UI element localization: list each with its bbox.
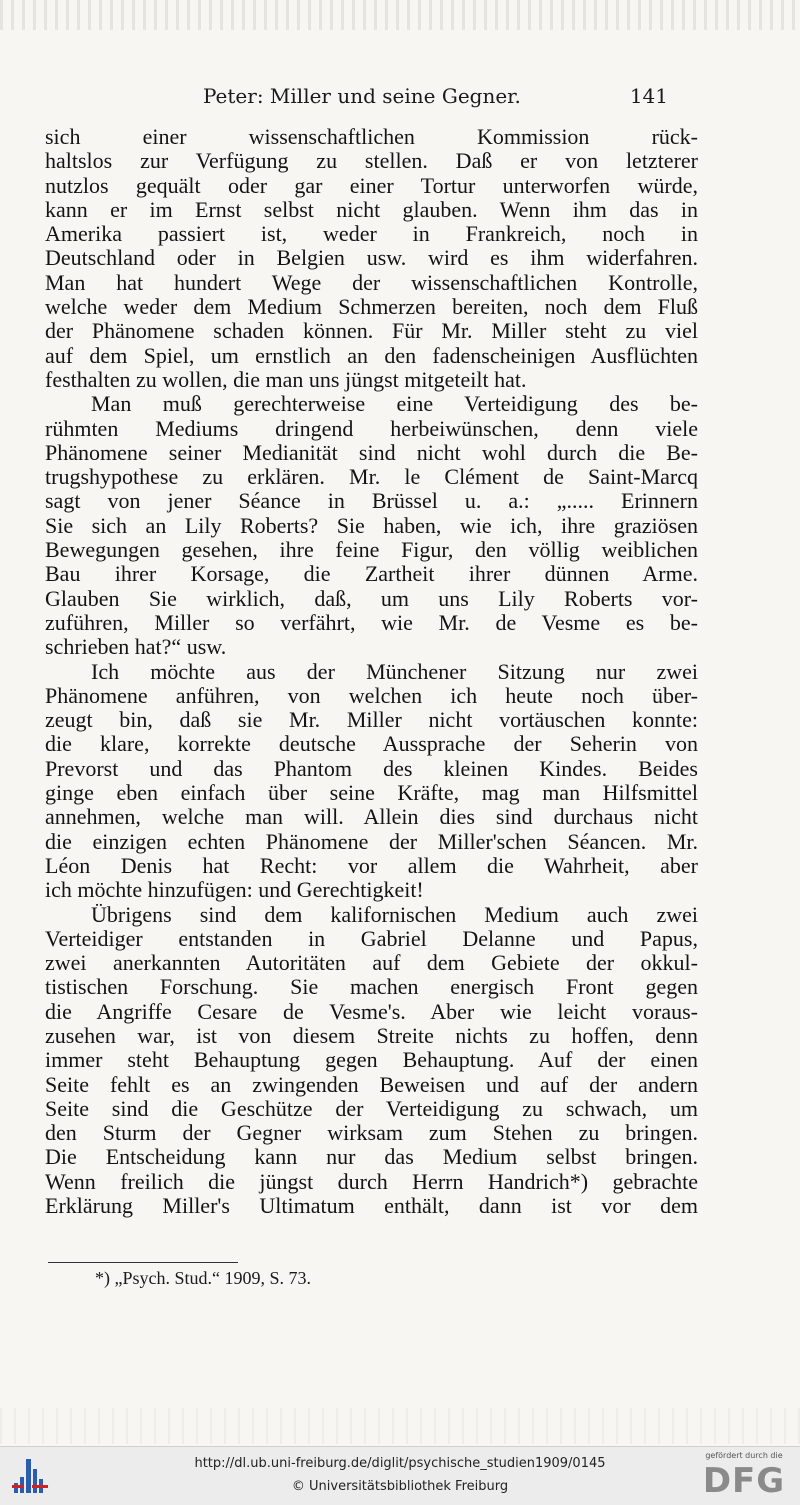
text-line: Verteidiger entstanden in Gabriel Delanne und Papus, [45, 925, 698, 951]
text-line: Erklärung Miller's Ultimatum enthält, dann ist vor dem [45, 1193, 698, 1219]
text-line: kann er im Ernst selbst nicht glauben. Wenn ihm das in [45, 196, 698, 222]
dfg-wordmark: DFG [702, 1461, 786, 1501]
scan-edge-noise [0, 1408, 800, 1444]
text-line: Amerika passiert ist, weder in Frankreich, noch in [45, 221, 698, 247]
text-line: zusehen war, ist von diesem Streite nichts zu hoffen, denn [45, 1022, 698, 1048]
text-line: festhalten zu wollen, die man uns jüngst mitgeteilt hat. [45, 366, 527, 392]
footer-url[interactable]: http://dl.ub.uni-freiburg.de/diglit/psychische_studien1909/0145 [194, 1456, 606, 1471]
text-line: rühmten Mediums dringend herbeiwünschen, denn viele [45, 415, 698, 441]
text-line: Seite sind die Geschütze der Verteidigung zu schwach, um [45, 1095, 698, 1121]
text-line: Deutschland oder in Belgien usw. wird es ihm widerfahren. [45, 245, 698, 271]
text-line: den Sturm der Gegner wirksam zum Stehen zu bringen. [45, 1120, 698, 1146]
text-line: immer steht Behauptung gegen Behauptung. Auf der einen [45, 1047, 698, 1073]
text-line: tistischen Forschung. Sie machen energisch Front gegen [45, 974, 698, 1000]
text-line: zuführen, Miller so verfährt, wie Mr. de Vesme es be- [45, 609, 698, 635]
text-line: annehmen, welche man will. Allein dies sind durchaus nicht [45, 804, 698, 830]
text-line: Phänomene anführen, von welchen ich heute noch über- [45, 682, 698, 708]
text-line: der Phänomene schaden können. Für Mr. Miller steht zu viel [45, 318, 698, 344]
dfg-logo [696, 1451, 792, 1501]
text-line: Wenn freilich die jüngst durch Herrn Handrich*) gebrachte [45, 1168, 698, 1194]
text-line: ginge eben einfach über seine Kräfte, mag man Hilfsmittel [45, 780, 698, 806]
text-line: die einzigen echten Phänomene der Miller'schen Séancen. Mr. [45, 828, 698, 854]
dfg-caption: gefördert durch die [705, 1451, 783, 1460]
header-title: Peter: Miller und seine Gegner. [203, 84, 521, 108]
page-number: 141 [629, 84, 668, 108]
text-line: sich einer wissenschaftlichen Kommission rück- [45, 124, 698, 149]
text-line: zeugt bin, daß sie Mr. Miller nicht vortäuschen konnte: [45, 707, 698, 733]
text-line: Sie sich an Lily Roberts? Sie haben, wie ich, ihre graziösen [45, 512, 698, 538]
body-text [45, 125, 698, 1218]
footer-credit: © Universitätsbibliothek Freiburg [291, 1479, 509, 1494]
text-line: Prevorst und das Phantom des kleinen Kindes. Beides [45, 755, 698, 781]
text-line: Übrigens sind dem kalifornischen Medium auch zwei [91, 901, 698, 927]
text-line: Glauben Sie wirklich, daß, um uns Lily Roberts vor- [45, 585, 698, 611]
text-line: haltslos zur Verfügung zu stellen. Daß er von letzterer [45, 148, 698, 174]
text-line: Man hat hundert Wege der wissenschaftlichen Kontrolle, [45, 269, 698, 295]
text-line: die Angriffe Cesare de Vesme's. Aber wie leicht voraus- [45, 998, 698, 1024]
text-line: schrieben hat?“ usw. [45, 634, 227, 660]
text-line: zwei anerkannten Autoritäten auf dem Gebiete der okkul- [45, 950, 698, 976]
text-line: trugshypothese zu erklären. Mr. le Clément de Saint-Marcq [45, 464, 698, 490]
viewer-footer [0, 1446, 800, 1505]
text-line: auf dem Spiel, um ernstlich an den fadenscheinigen Ausflüchten [45, 342, 698, 368]
scan-edge-noise [0, 0, 800, 30]
text-line: Man muß gerechterweise eine Verteidigung des be- [91, 391, 698, 417]
text-line: Léon Denis hat Recht: vor allem die Wahrheit, aber [45, 852, 698, 878]
text-line: welche weder dem Medium Schmerzen bereiten, noch dem Fluß [45, 294, 698, 320]
text-line: ich möchte hinzufügen: und Gerechtigkeit! [45, 877, 424, 903]
text-line: Seite fehlt es an zwingenden Beweisen und auf der andern [45, 1071, 698, 1097]
text-line: Phänomene seiner Medianität sind nicht wohl durch die Be- [45, 439, 698, 465]
text-line: Bau ihrer Korsage, die Zartheit ihrer dünnen Arme. [45, 561, 698, 587]
text-line: Die Entscheidung kann nur das Medium selbst bringen. [45, 1144, 698, 1170]
footnote-rule [48, 1262, 238, 1263]
footnote: *) „Psych. Stud.“ 1909, S. 73. [95, 1268, 311, 1288]
text-line: Bewegungen gesehen, ihre feine Figur, den völlig weiblichen [45, 537, 698, 563]
text-line: Ich möchte aus der Münchener Sitzung nur zwei [91, 658, 698, 684]
text-line: die klare, korrekte deutsche Aussprache der Seherin von [45, 731, 698, 757]
text-line: nutzlos gequält oder gar einer Tortur unterworfen würde, [45, 172, 698, 198]
text-line: sagt von jener Séance in Brüssel u. a.: „..... Erinnern [45, 488, 698, 514]
running-header [0, 80, 800, 114]
